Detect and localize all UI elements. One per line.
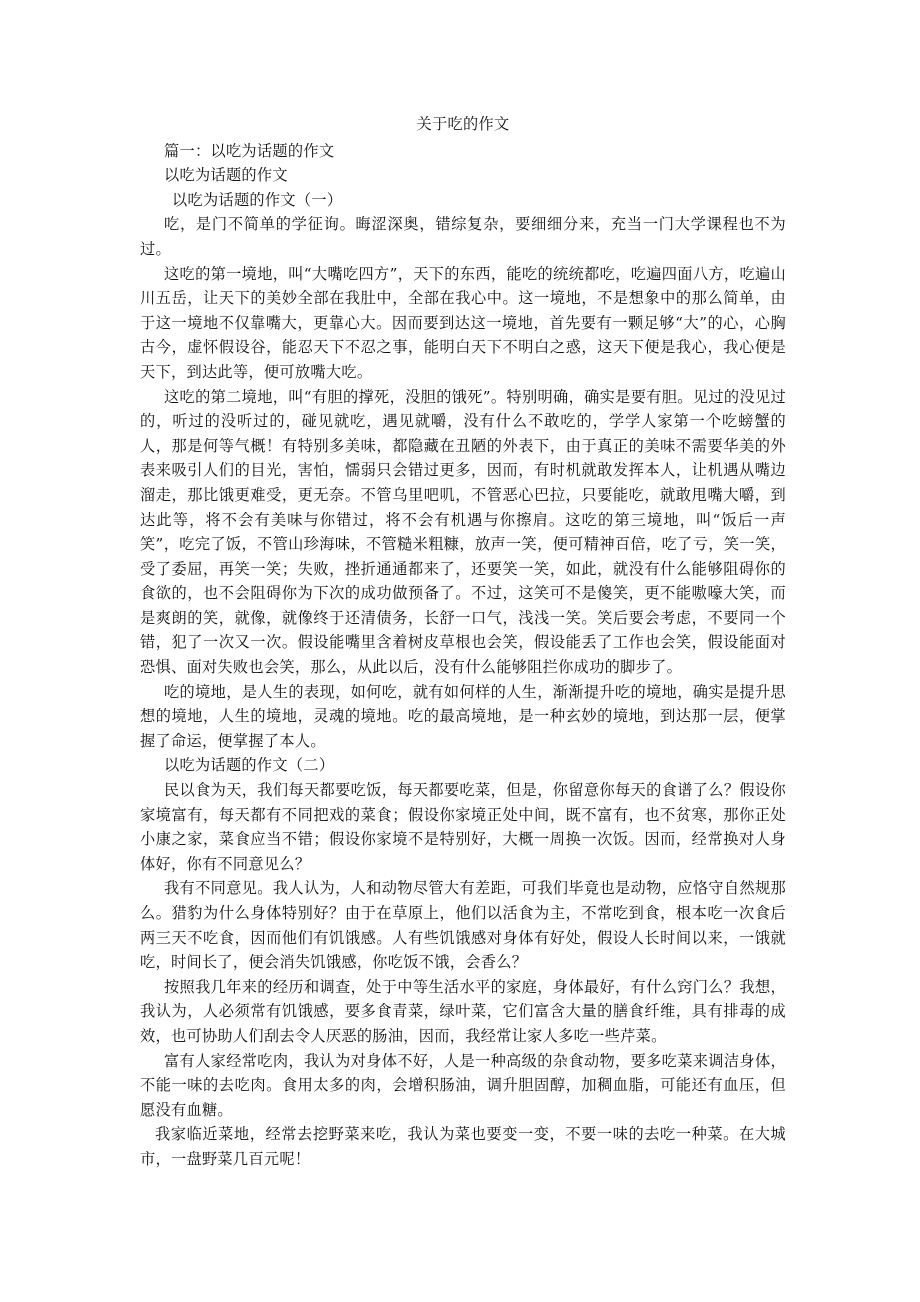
essay-part-heading: 以吃为话题的作文（一） <box>172 190 343 209</box>
document-title: 关于吃的作文 <box>416 115 510 133</box>
section-heading: 篇一：以吃为话题的作文 <box>164 141 335 160</box>
paragraph: 民以食为天，我们每天都要吃饭，每天都要吃菜，但是，你留意你每天的食谱了么？假设你家境富有，每天都有不同把戏的菜食；假设你家境正处中间，既不富有，也不贫寒，那你正处小康之家，菜食应当不错；假设你家境不是特别好，大概一周换一次饭。因而，经常换对人身体好，你有不同意见么？ <box>140 781 786 873</box>
document-page <box>140 112 786 1172</box>
paragraph: 这吃的第一境地，叫“大嘴吃四方”，天下的东西，能吃的统统都吃，吃遍四面八方，吃遍山川五岳，让天下的美妙全部在我肚中，全部在我心中。这一境地，不是想象中的那么简单，由于这一境地不仅靠嘴大，更靠心大。因而要到达这一境地，首先要有一颗足够“大”的心，心胸古今，虚怀假设谷，能忍天下不忍之事，能明白天下不明白之惑，这天下便是我心，我心便是天下，到达此等，便可放嘴大吃。 <box>140 264 786 381</box>
paragraph: 富有人家经常吃肉，我认为对身体不好，人是一种高级的杂食动物，要多吃菜来调洁身体，不能一味的去吃肉。食用太多的肉，会增积肠油，调升胆固醇，加稠血脂，可能还有血压，但愿没有血糖。 <box>140 1051 786 1119</box>
paragraph: 吃，是门不简单的学征询。晦涩深奥，错综复杂，要细细分来，充当一门大学课程也不为过。 <box>140 215 786 258</box>
paragraph: 这吃的第二境地，叫“有胆的撑死，没胆的饿死”。特别明确，确实是要有胆。见过的没见过的，听过的没听过的，碰见就吃，遇见就嚼，没有什么不敢吃的，学学人家第一个吃螃蟹的人，那是何等气概！有特别多美味，都隐藏在丑陋的外表下，由于真正的美味不需要华美的外表来吸引人们的目光，害怕，懦弱只会错过更多，因而，有时机就敢发挥本人，让机遇从嘴边溜走，那比饿更难受，更无奈。不管乌里吧叽，不管恶心巴拉，只要能吃，就敢甩嘴大嚼，到达此等，将不会有美味与你错过，将不会有机遇与你擦肩。这吃的第三境地，叫“饭后一声笑”，吃完了饭，不管山珍海味，不管糙米粗糠，放声一笑，便可精神百倍，吃了亏，笑一笑，受了委屈，再笑一笑；失败，挫折通通都来了，还要笑一笑，如此，就没有什么能够阻碍你的食欲的，也不会阻碍你为下次的成功做预备了。不过，这笑可不是傻笑，更不能嗷嚎大笑，而是爽朗的笑，就像，就像终于还清债务，长舒一口气，浅浅一笑。笑后要会考虑，不要同一个错，犯了一次又一次。假设能嘴里含着树皮草根也会笑，假设能丢了工作也会笑，假设能面对恐惧、面对失败也会笑，那么，从此以后，没有什么能够阻拦你成功的脚步了。 <box>140 387 786 677</box>
paragraph: 按照我几年来的经历和调查，处于中等生活水平的家庭，身体最好，有什么窍门么？我想，我认为，人必须常有饥饿感，要多食青菜，绿叶菜，它们富含大量的膳食纤维，具有排毒的成效，也可协助人们刮去令人厌恶的肠油，因而，我经常让家人多吃一些芹菜。 <box>140 977 786 1045</box>
essay-part-heading: 以吃为话题的作文（二） <box>164 756 335 775</box>
paragraph: 我家临近菜地，经常去挖野菜来吃，我认为菜也要变一变，不要一味的去吃一种菜。在大城市，一盘野菜几百元呢！ <box>140 1125 786 1168</box>
paragraph: 吃的境地，是人生的表现，如何吃，就有如何样的人生，渐渐提升吃的境地，确实是提升思想的境地，人生的境地，灵魂的境地。吃的最高境地，是一种玄妙的境地，到达那一层，便掌握了命运，便掌握了本人。 <box>140 682 786 750</box>
essay-heading: 以吃为话题的作文 <box>164 166 288 185</box>
paragraph: 我有不同意见。我人认为，人和动物尽管大有差距，可我们毕竟也是动物，应恪守自然规那么。猎豹为什么身体特别好？由于在草原上，他们以活食为主，不常吃到食，根本吃一次食后两三天不吃食，因而他们有饥饿感。人有些饥饿感对身体有好处，假设人长时间以来，一饿就吃，时间长了，便会消失饥饿感，你吃饭不饿，会香么？ <box>140 879 786 972</box>
